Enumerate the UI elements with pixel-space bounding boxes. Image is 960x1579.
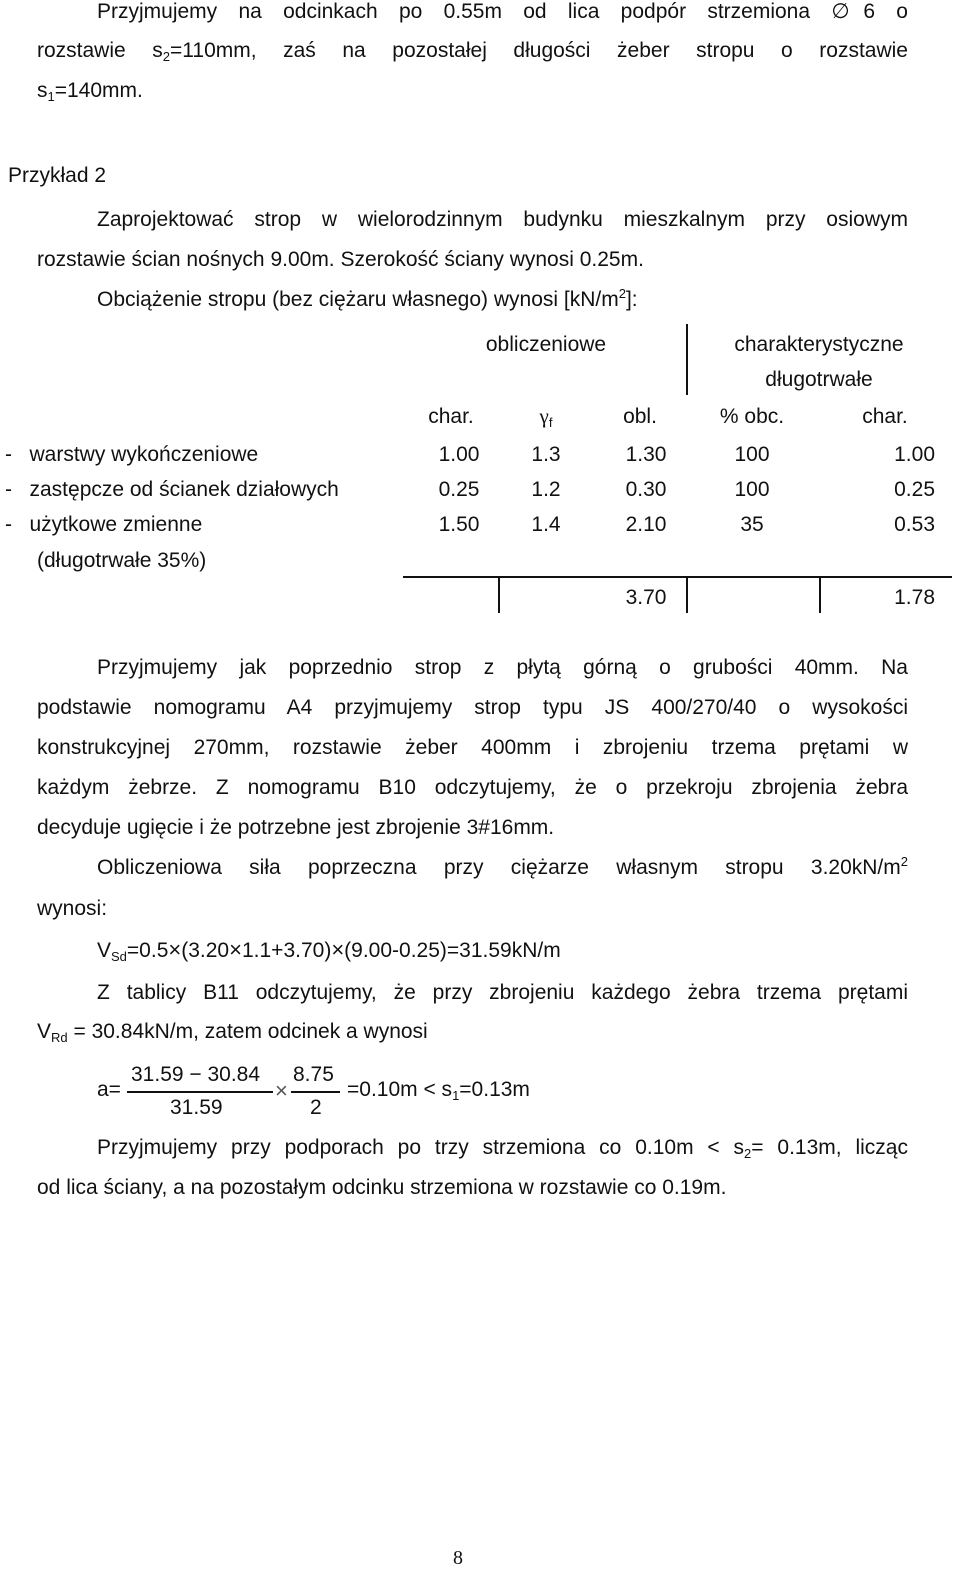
total-characteristic: 1.78 xyxy=(894,586,935,609)
fraction-1-numerator: 31.59 − 30.84 xyxy=(131,1063,261,1086)
example-heading: Przykład 2 xyxy=(8,164,107,187)
header-long-term: długotrwałe xyxy=(765,368,873,391)
paragraph-3-line-5: decyduje ugięcie i że potrzebne jest zbrojenie 3#16mm. xyxy=(37,816,555,839)
intro-text-a: Przyjmujemy na odcinkach po 0.55m od lica podpór strzemiona xyxy=(97,0,811,23)
formula-rhs: $=0.10m < s_1=0.13m$ xyxy=(347,1078,530,1103)
intro-text-b: 6 o xyxy=(863,0,908,23)
formula-vsd: $V_{Sd}=0.5\times(3.20\times 1.1+3.70)\times(9.00-0.25)=31.59kN/m$ xyxy=(97,937,561,964)
intro-line-2 xyxy=(0,39,960,64)
intro-text-2: rozstawie $s_2=110mm$, zaś na pozostałej długości żeber stropu o rozstawie xyxy=(37,39,908,64)
fraction-2-bar xyxy=(291,1091,340,1093)
paragraph-5-line-1: Z tablicy B11 odczytujemy, że przy zbrojeniu każdego żebra trzema prętami xyxy=(97,981,908,1004)
example-paragraph-line-2: rozstawie ścian nośnych 9.00m. Szerokość ściany wynosi 0.25m. xyxy=(37,248,644,271)
table-row-label: - użytkowe zmienne xyxy=(5,513,203,536)
table-row-label-continued: (długotrwałe 35%) xyxy=(37,549,207,572)
table-cell: 1.50 xyxy=(438,513,480,536)
diameter-symbol-icon: ∅ xyxy=(831,0,850,23)
times-sign: × xyxy=(229,937,242,962)
table-cell: 0.25 xyxy=(438,478,480,501)
paragraph-3-line-3: konstrukcyjnej 270mm, rozstawie żeber 400mm i zbrojeniu trzema prętami w xyxy=(37,736,908,759)
intro-line-3: $s_1=140mm$. xyxy=(37,79,143,104)
table-cell: 0.25 xyxy=(894,478,935,501)
table-cell: 35 xyxy=(740,513,764,536)
table-divider xyxy=(819,576,821,613)
table-cell: 100 xyxy=(734,443,770,466)
table-cell: 1.00 xyxy=(438,443,480,466)
table-cell: 1.4 xyxy=(531,513,561,536)
load-intro-line: Obciążenie stropu (bez ciężaru własnego) wynosi $[kN/m^2]$: xyxy=(97,286,638,311)
header-characteristic: charakterystyczne xyxy=(734,333,904,356)
times-sign: × xyxy=(331,937,345,962)
table-cell: 0.53 xyxy=(894,513,935,536)
paragraph-3-line-4: każdym żebrze. Z nomogramu B10 odczytujemy, że o przekroju zbrojenia żebra xyxy=(37,776,908,799)
column-header-obl: obl. xyxy=(623,405,657,428)
column-header-char2: char. xyxy=(862,405,908,428)
table-divider xyxy=(686,576,688,613)
table-cell: 2.10 xyxy=(625,513,667,536)
fraction-2-numerator: 8.75 xyxy=(293,1063,334,1086)
times-sign: × xyxy=(168,937,182,962)
paragraph-4-line-2: wynosi: xyxy=(37,897,108,920)
table-cell: 1.30 xyxy=(625,443,667,466)
page-number: 8 xyxy=(453,1547,463,1569)
table-cell: 1.00 xyxy=(894,443,935,466)
formula-lhs: a= xyxy=(97,1078,121,1101)
paragraph-3-line-1: Przyjmujemy jak poprzednio strop z płytą górną o grubości 40mm. Na xyxy=(97,656,908,679)
paragraph-6-line-1: Przyjmujemy przy podporach po trzy strzemiona co $0.10m < s_2= 0.13m$, licząc xyxy=(97,1136,908,1161)
total-design: 3.70 xyxy=(625,586,667,609)
table-cell: 1.2 xyxy=(531,478,561,501)
column-header-pct: % obc. xyxy=(719,405,785,428)
example-paragraph-line-1: Zaprojektować strop w wielorodzinnym budynku mieszkalnym przy osiowym xyxy=(97,208,908,231)
column-header-char: char. xyxy=(428,405,474,428)
intro-line-1 xyxy=(0,1,960,22)
column-header-gamma: $\gamma_f$ xyxy=(539,404,553,430)
fraction-1-denominator: 31.59 xyxy=(170,1096,223,1119)
paragraph-4-line-1: Obliczeniowa siła poprzeczna przy ciężarze własnym stropu $3.20kN/m^2$ xyxy=(97,854,908,879)
table-divider xyxy=(686,324,688,395)
table-cell: 100 xyxy=(734,478,770,501)
fraction-1-bar xyxy=(127,1091,273,1093)
paragraph-5-line-2: $V_{Rd} = 30.84kN/m$, zatem odcinek a wynosi xyxy=(37,1020,428,1045)
paragraph-3-line-2: podstawie nomogramu A4 przyjmujemy strop typu JS 400/270/40 o wysokości xyxy=(37,696,908,719)
table-row-label: - zastępcze od ścianek działowych xyxy=(5,478,339,501)
header-design: obliczeniowe xyxy=(485,333,607,356)
table-cell: 0.30 xyxy=(625,478,667,501)
fraction-2-denominator: 2 xyxy=(310,1096,322,1119)
table-cell: 1.3 xyxy=(531,443,561,466)
times-sign: × xyxy=(275,1078,288,1103)
table-row-label: - warstwy wykończeniowe xyxy=(5,443,259,466)
table-divider xyxy=(403,576,952,578)
paragraph-6-line-2: od lica ściany, a na pozostałym odcinku strzemiona w rozstawie co 0.19m. xyxy=(37,1176,727,1199)
table-divider xyxy=(498,576,500,613)
